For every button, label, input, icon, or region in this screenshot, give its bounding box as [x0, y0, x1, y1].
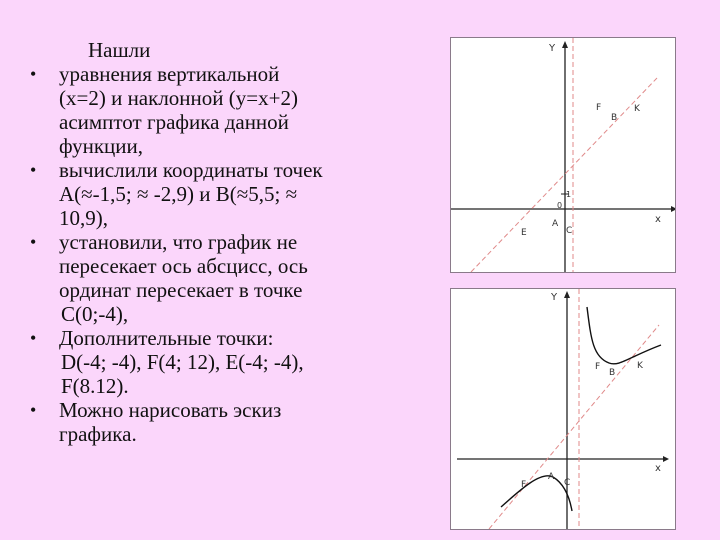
- point-k-label: K: [634, 104, 640, 114]
- x-axis-arrow: [671, 206, 675, 212]
- bullet-dot: •: [30, 64, 37, 84]
- bullet-3-line-3: ординат пересекает в точке: [59, 278, 303, 302]
- bullet-2-line-1: вычислили координаты точек: [59, 158, 323, 182]
- function-sketch-panel: [450, 288, 676, 530]
- left-branch: [501, 476, 572, 511]
- point-f-bottom-label: F: [521, 480, 527, 490]
- bullet-1-line-3: асимптот графика данной: [59, 110, 289, 134]
- bullet-4-line-3: F(8.12).: [61, 374, 129, 398]
- asymptotes-graph-panel: [450, 37, 676, 273]
- bullet-dot: •: [30, 400, 37, 420]
- bullet-dot: •: [30, 328, 37, 348]
- bullet-text-block: [26, 38, 446, 446]
- bullet-item-1: [26, 62, 446, 86]
- bullet-2-line-3: 10,9),: [59, 206, 108, 230]
- bullet-3-line-2: пересекает ось абсцисс, ось: [59, 254, 308, 278]
- bullet-5-line-2: графика.: [59, 422, 137, 446]
- bullet-dot: •: [30, 232, 37, 252]
- bullet-dot: •: [30, 160, 37, 180]
- x-axis-arrow: [663, 456, 669, 462]
- tick-1-label: 1: [566, 190, 572, 199]
- point-c-label: C: [566, 226, 573, 236]
- function-sketch: [451, 289, 675, 529]
- point-b-label: B: [611, 113, 618, 123]
- bullet-1-line-2: (x=2) и наклонной (y=x+2): [59, 86, 298, 110]
- bullet-1-line-1: уравнения вертикальной: [59, 62, 280, 86]
- y-axis-label: Y: [549, 43, 556, 54]
- x-axis-label: x: [655, 463, 661, 474]
- point-f-label: F: [596, 103, 602, 113]
- text-title: Нашли: [88, 38, 151, 62]
- bullet-2-line-2: A(≈-1,5; ≈ -2,9) и B(≈5,5; ≈: [59, 182, 298, 206]
- point-b-label: B: [609, 368, 616, 378]
- point-f-label: F: [595, 362, 601, 372]
- oblique-asymptote: [471, 78, 657, 272]
- point-a-label: A: [552, 219, 559, 229]
- bullet-1-line-4: функции,: [59, 134, 143, 158]
- bullet-item-3: [26, 230, 446, 254]
- y-axis-label: Y: [551, 292, 558, 303]
- bullet-3-line-1: установили, что график не: [59, 230, 298, 254]
- origin-label: 0: [557, 201, 563, 210]
- point-c-label: C: [564, 478, 571, 488]
- bullet-4-line-1: Дополнительные точки:: [59, 326, 274, 350]
- point-e-label: E: [521, 228, 527, 238]
- y-axis-arrow: [564, 291, 570, 298]
- asymptotes-graph: [451, 38, 675, 272]
- y-axis-arrow: [562, 41, 568, 48]
- oblique-asymptote: [489, 325, 659, 529]
- point-a-label: A: [548, 472, 555, 482]
- bullet-5-line-1: Можно нарисовать эскиз: [59, 398, 282, 422]
- bullet-3-line-4: C(0;-4),: [61, 302, 129, 326]
- bullet-item-2: [26, 158, 446, 182]
- bullet-item-5: [26, 398, 446, 422]
- bullet-item-4: [26, 326, 446, 350]
- point-k-label: K: [637, 361, 643, 371]
- x-axis-label: x: [655, 214, 661, 225]
- bullet-4-line-2: D(-4; -4), F(4; 12), E(-4; -4),: [61, 350, 304, 374]
